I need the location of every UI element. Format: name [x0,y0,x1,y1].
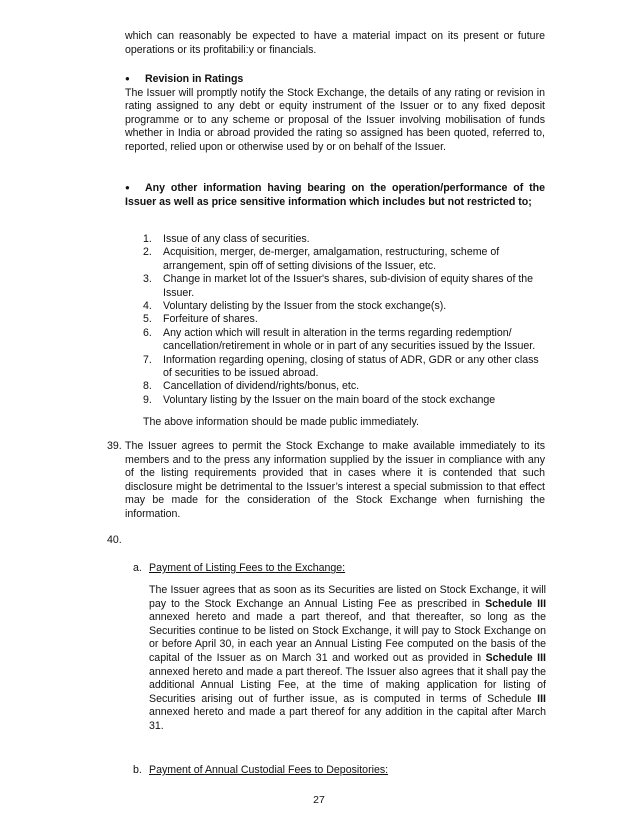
list-item: 8. Cancellation of dividend/rights/bonus, etc. [143,380,360,393]
list-item: 7. Information regarding opening, closing of status of ADR, GDR or any other class of securities to be issued abroad. [143,353,539,380]
list-item: 6. Any action which will result in alteration in the terms regarding redemption/ cancellation/retirement in whole or in part of any securities issued by the Issuer. [143,326,536,353]
revision-heading: Revision in Ratings [145,73,244,85]
list-item: 4. Voluntary delisting by the Issuer from the stock exchange(s). [143,300,447,313]
intro-paragraph: which can reasonably be expected to have a material impact on its present or future operations or its profitabili:y or financials. [125,30,545,56]
sub-a-body: The Issuer agrees that as soon as its Securities are listed on Stock Exchange, it will pay to the Stock Exchange an Annual Listing Fee as prescribed in Schedule III annexed hereto and made a part thereof, and that thereafter, so long as the Securities continue to be listed on Stock Exchange, it will pay to Stock Exchange on or before April 30, in each year an Annual Listing Fee computed on the basis of the capital of the Issuer as on March 31 and worked out as provided in Schedule III annexed hereto and made a part thereof. The Issuer also agrees that it shall pay the additional Annual Listing Fee, at the time of making application for listing of Securities arising out of further issue, as is computed in terms of Schedule III annexed hereto and made a part thereof for any addition in the capital after March 31. [149,584,547,732]
revision-body: The Issuer will promptly notify the Stock Exchange, the details of any rating or revision in rating assigned to any debt or equity instrument of the Issuer or to any fixed deposit programme or to any scheme or proposal of the Issuer involving mobilisation of funds whether in India or abroad provided the rating so assigned has been quoted, referred to, reported, relied upon or otherwise used by or on behalf of the Issuer. [125,86,545,153]
clause-40-number: 40. [107,534,122,546]
revision-section [125,72,545,155]
list-item: 2. Acquisition, merger, de-merger, amalgamation, restructuring, scheme of arrangement, spin off of setting divisions of the Issuer, etc. [143,246,500,272]
list-item: 1. Issue of any class of securities. [143,233,310,245]
list-item: 9. Voluntary listing by the Issuer on the main board of the stock exchange [143,393,496,406]
other-info-heading-line [125,181,545,209]
immediate-notice: The above information should be made public immediately. [143,416,419,428]
bullet-icon: ● [125,183,130,192]
list-item: 5. Forfeiture of shares. [143,313,258,326]
sub-a-heading-line: a. Payment of Listing Fees to the Exchange: [133,562,346,574]
clause-number: 39. [107,440,122,452]
revision-heading-line [125,72,545,87]
sub-b-heading-line: b. Payment of Annual Custodial Fees to Depositories: [133,764,389,776]
clause-39-text: The Issuer agrees to permit the Stock Exchange to make available immediately to its members and to the press any information supplied by the issuer in compliance with any of the listing requirements provided that in cases where it is contended that such disclosure might be detrimental to the Issuer’s interest a special submission to that effect may be made for the consideration of the Stock Exchange when furnishing the information. [125,440,545,520]
other-info-heading: Any other information having bearing on the operation/performance of the Issuer as well as price sensitive information which includes but not restricted to; [125,182,545,208]
page-number: 27 [313,794,325,806]
clause-39 [107,440,545,522]
other-info-section [125,181,545,209]
sub-b-heading: Payment of Annual Custodial Fees to Depositories: [149,764,389,776]
sub-a-heading: Payment of Listing Fees to the Exchange: [149,562,346,574]
bullet-icon: ● [125,74,130,83]
list-item: 3. Change in market lot of the Issuer's shares, sub-division of equity shares of the Issuer. [143,273,534,299]
info-list [143,233,545,407]
